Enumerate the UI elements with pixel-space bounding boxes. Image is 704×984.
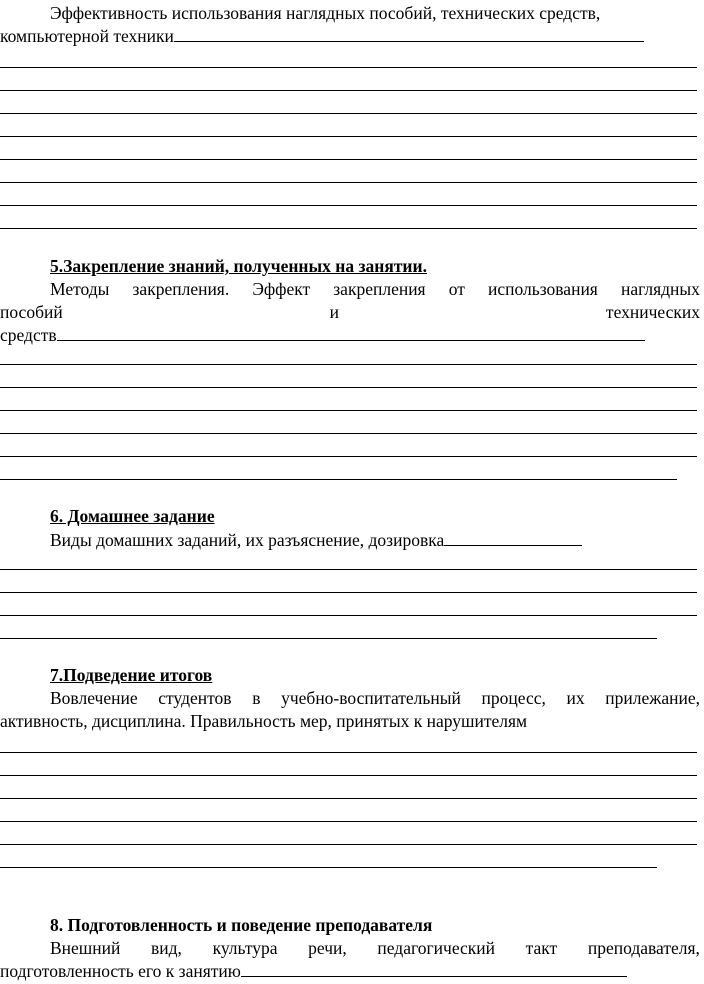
section7-line1 xyxy=(50,688,700,708)
word: закрепления xyxy=(333,279,426,299)
answer-line[interactable] xyxy=(0,364,697,365)
section8-line1 xyxy=(50,938,700,958)
section6-line1: Виды домашних заданий, их разъяснение, дозировка xyxy=(50,530,445,550)
answer-line-inline[interactable] xyxy=(174,26,644,42)
word: их xyxy=(566,688,585,708)
answer-line[interactable] xyxy=(0,67,697,68)
section5-line3-container xyxy=(0,325,645,345)
answer-line[interactable] xyxy=(0,775,697,776)
word: закрепления. xyxy=(132,279,230,299)
answer-line[interactable] xyxy=(0,159,697,160)
word: Вовлечение xyxy=(50,688,138,708)
section4-line2-container xyxy=(0,26,644,46)
section5-line2 xyxy=(0,302,700,322)
answer-line[interactable] xyxy=(0,433,697,434)
word: педагогический xyxy=(377,938,496,958)
word: Эффект xyxy=(252,279,311,299)
section4-line1: Эффективность использования наглядных пособий, технических средств, xyxy=(50,3,601,23)
answer-line[interactable] xyxy=(0,798,697,799)
word: и xyxy=(329,302,339,322)
word: процесс, xyxy=(481,688,546,708)
section6-heading: 6. Домашнее задание xyxy=(50,506,215,526)
answer-line-inline[interactable] xyxy=(241,961,627,977)
section8-heading: 8. Подготовленность и поведение преподавателя xyxy=(50,915,433,935)
section7-line2: активность, дисциплина. Правильность мер, принятых к нарушителям xyxy=(0,711,528,731)
section8-line2-container xyxy=(0,961,627,981)
answer-line-inline[interactable] xyxy=(57,325,645,341)
answer-line[interactable] xyxy=(0,638,657,639)
answer-line[interactable] xyxy=(0,456,697,457)
section5-line1 xyxy=(50,279,700,299)
answer-line[interactable] xyxy=(0,410,697,411)
answer-line[interactable] xyxy=(0,113,697,114)
word: культура xyxy=(212,938,278,958)
section8-line2: подготовленность его к занятию xyxy=(0,961,241,981)
answer-line[interactable] xyxy=(0,615,697,616)
answer-line[interactable] xyxy=(0,752,697,753)
word: прилежание, xyxy=(605,688,700,708)
section4-line2: компьютерной техники xyxy=(0,26,174,46)
word: пособий xyxy=(0,302,63,322)
answer-line-inline[interactable] xyxy=(444,530,582,546)
answer-line[interactable] xyxy=(0,228,697,229)
answer-line[interactable] xyxy=(0,592,697,593)
section5-line3: средств xyxy=(0,325,57,345)
word: речи, xyxy=(308,938,347,958)
word: такт xyxy=(525,938,558,958)
answer-line[interactable] xyxy=(0,136,697,137)
answer-line[interactable] xyxy=(0,182,697,183)
answer-line[interactable] xyxy=(0,205,697,206)
word: вид, xyxy=(151,938,182,958)
word: Методы xyxy=(50,279,110,299)
section5-heading: 5.Закрепление знаний, полученных на занятии. xyxy=(50,256,427,276)
word: наглядных xyxy=(620,279,700,299)
section6-line1-container xyxy=(50,530,582,550)
answer-line[interactable] xyxy=(0,844,697,845)
answer-line[interactable] xyxy=(0,569,697,570)
word: от xyxy=(448,279,465,299)
word: использования xyxy=(487,279,598,299)
answer-line[interactable] xyxy=(0,90,697,91)
word: учебно-воспитательный xyxy=(281,688,461,708)
section7-heading: 7.Подведение итогов xyxy=(50,665,213,685)
answer-line[interactable] xyxy=(0,867,657,868)
answer-line[interactable] xyxy=(0,479,677,480)
word: в xyxy=(252,688,261,708)
word: студентов xyxy=(158,688,232,708)
answer-line[interactable] xyxy=(0,387,697,388)
word: Внешний xyxy=(50,938,121,958)
word: преподавателя, xyxy=(587,938,700,958)
answer-line[interactable] xyxy=(0,821,697,822)
word: технических xyxy=(605,302,700,322)
